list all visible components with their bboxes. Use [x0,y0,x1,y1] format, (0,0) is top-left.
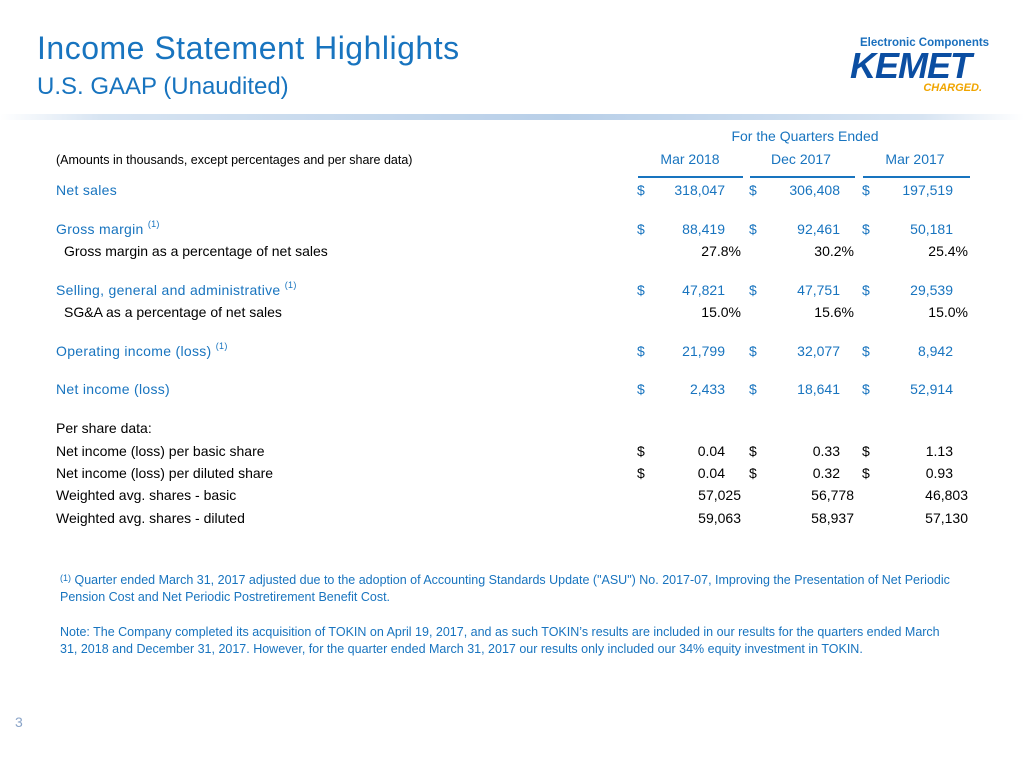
cell-value: 0.33 [812,443,840,459]
table-row [0,487,1024,507]
cell-value: 197,519 [902,182,953,198]
table-row [0,465,1024,485]
currency-symbol: $ [749,443,757,459]
cell-value: 92,461 [797,221,840,237]
kemet-logo [846,34,996,98]
cell-value: 0.93 [925,465,953,481]
page-subtitle: U.S. GAAP (Unaudited) [37,73,289,100]
currency-symbol: $ [749,343,757,359]
currency-symbol: $ [862,343,870,359]
cell-value: 57,130 [925,510,968,526]
footnote-ref: (1) [147,219,160,229]
row-label-wrap [56,221,160,237]
row-label: Operating income (loss) [56,343,212,359]
currency-symbol: $ [637,381,645,397]
footnote-marker: (1) [60,573,71,583]
currency-symbol: $ [862,182,870,198]
cell-value: 1.13 [925,443,953,459]
table-row [0,443,1024,463]
cell-value: 47,751 [797,282,840,298]
column-group-header: For the Quarters Ended [731,128,879,144]
row-label: Gross margin [56,221,144,237]
column-header-dec-2017: Dec 2017 [771,151,831,167]
cell-value: 15.0% [701,304,741,320]
cell-value: 0.04 [697,443,725,459]
row-label: Net income (loss) per basic share [56,443,265,459]
row-label-wrap [56,343,228,359]
footnote-adjustment [60,572,960,606]
table-row [0,282,1024,302]
row-label: SG&A as a percentage of net sales [64,304,282,320]
currency-symbol: $ [637,221,645,237]
cell-value: 25.4% [928,243,968,259]
currency-symbol: $ [862,381,870,397]
cell-value: 88,419 [682,221,725,237]
currency-symbol: $ [862,282,870,298]
column-rule-2 [750,176,855,178]
table-row [0,381,1024,401]
cell-value: 2,433 [689,381,725,397]
table-row [0,243,1024,263]
row-label: Net income (loss) per diluted share [56,465,274,481]
cell-value: 318,047 [674,182,725,198]
table-row [0,304,1024,324]
cell-value: 15.6% [814,304,854,320]
column-rule-1 [638,176,743,178]
page-title: Income Statement Highlights [37,30,460,66]
footnote-note: Note: The Company completed its acquisition of TOKIN on April 19, 2017, and as such TOKIN’s results are included in our results for the quarters ended March 31, 2018 and December 31, 2017. However, for the quarter ended March 31, 2017 our results only included our 34% equity investment in TOKIN. [60,625,940,656]
column-rule-3 [863,176,970,178]
currency-symbol: $ [862,465,870,481]
cell-value: 8,942 [917,343,953,359]
footnote-adjustment-text: Quarter ended March 31, 2017 adjusted due to the adoption of Accounting Standards Update ("ASU") No. 2017-07, Improving the Presentation of Net Periodic Pension Cost and Net Periodic Postretirement Benefit Cost. [60,573,950,604]
currency-symbol: $ [749,465,757,481]
table-row [0,420,1024,440]
cell-value: 21,799 [682,343,725,359]
cell-value: 57,025 [698,487,741,503]
cell-value: 0.04 [697,465,725,481]
currency-symbol: $ [637,182,645,198]
cell-value: 29,539 [910,282,953,298]
cell-value: 27.8% [701,243,741,259]
row-label: Net income (loss) [56,381,171,397]
row-label: Selling, general and administrative [56,282,281,298]
currency-symbol: $ [637,343,645,359]
cell-value: 50,181 [910,221,953,237]
table-row [0,182,1024,202]
logo-slogan: CHARGED. [923,82,982,94]
column-header-mar-2017: Mar 2017 [885,151,945,167]
row-label-wrap [56,282,297,298]
currency-symbol: $ [637,443,645,459]
cell-value: 46,803 [925,487,968,503]
header-divider [0,114,1024,120]
logo-brand: KEMET [850,45,971,86]
column-header-mar-2018: Mar 2018 [660,151,720,167]
table-row [0,221,1024,241]
cell-value: 58,937 [811,510,854,526]
currency-symbol: $ [637,465,645,481]
currency-symbol: $ [749,221,757,237]
cell-value: 15.0% [928,304,968,320]
row-label: Weighted avg. shares - diluted [56,510,245,526]
cell-value: 32,077 [797,343,840,359]
currency-symbol: $ [749,182,757,198]
cell-value: 59,063 [698,510,741,526]
row-label: Per share data: [56,420,152,436]
footnote-ref: (1) [215,341,228,351]
currency-symbol: $ [749,381,757,397]
row-label: Weighted avg. shares - basic [56,487,237,503]
table-row [0,510,1024,530]
row-label: Net sales [56,182,118,198]
cell-value: 47,821 [682,282,725,298]
logo-tagline: Electronic Components [860,37,990,49]
footnote-ref: (1) [284,280,297,290]
currency-symbol: $ [749,282,757,298]
currency-symbol: $ [637,282,645,298]
cell-value: 52,914 [910,381,953,397]
cell-value: 18,641 [797,381,840,397]
cell-value: 30.2% [814,243,854,259]
page-number: 3 [15,714,23,730]
amounts-note: (Amounts in thousands, except percentages and per share data) [56,153,413,167]
table-row [0,343,1024,363]
cell-value: 0.32 [812,465,840,481]
currency-symbol: $ [862,221,870,237]
currency-symbol: $ [862,443,870,459]
row-label: Gross margin as a percentage of net sales [64,243,328,259]
cell-value: 56,778 [811,487,854,503]
cell-value: 306,408 [789,182,840,198]
